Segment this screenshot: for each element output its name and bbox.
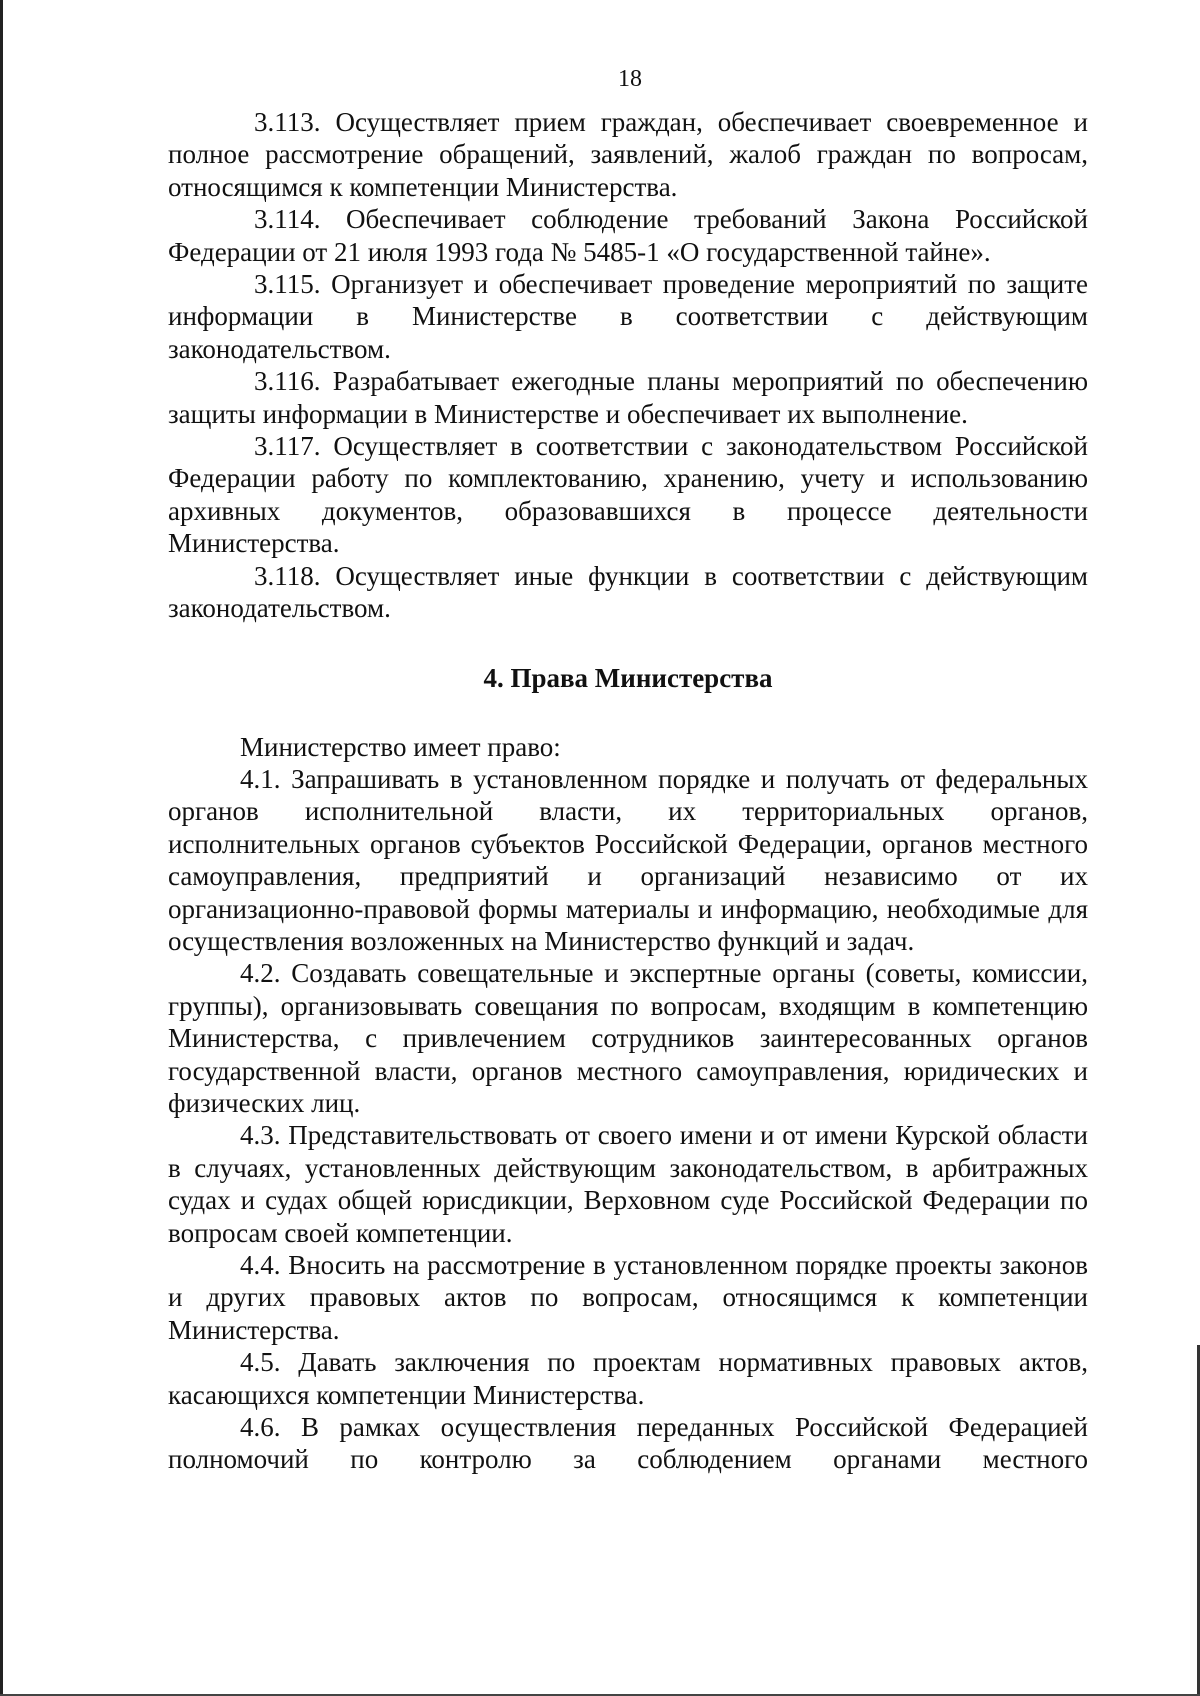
section-title: 4. Права Министерства: [483, 662, 773, 693]
paragraph-4-1: 4.1. Запрашивать в установленном порядке и получать от федеральных органов исполнительной власти, их территориальных органов, исполнительных органов субъектов Российской Федерации, органов местного самоуправления, предприятий и организаций независимо от их организационно-правовой формы материалы и информацию, необходимые для осуществления возложенных на Министерство функций и задач.: [168, 763, 1088, 956]
paragraph-3-115: 3.115. Организует и обеспечивает проведение мероприятий по защите информации в Министерстве в соответствии с действующим законодательством.: [168, 269, 1088, 364]
paragraph-4-3: 4.3. Представительствовать от своего имени и от имени Курской области в случаях, установленных действующим законодательством, в арбитражных судах и судах общей юрисдикции, Верховном суде Российской Федерации по вопросам своей компетенции.: [168, 1120, 1088, 1248]
paragraph-3-118: 3.118. Осуществляет иные функции в соответствии с действующим законодательством.: [168, 560, 1088, 624]
page-number: 18: [618, 66, 642, 92]
paragraph-4-6: 4.6. В рамках осуществления переданных Российской Федерацией полномочий по контролю за соблюдением органами местного: [168, 1412, 1088, 1475]
paragraph-4-4: 4.4. Вносить на рассмотрение в установленном порядке проекты законов и других правовых актов по вопросам, относящимся к компетенции Министерства.: [168, 1250, 1088, 1345]
paragraph-3-116: 3.116. Разрабатывает ежегодные планы мероприятий по обеспечению защиты информации в Министерстве и обеспечивает их выполнение.: [168, 366, 1088, 429]
paragraph-4-5: 4.5. Давать заключения по проектам нормативных правовых актов, касающихся компетенции Министерства.: [168, 1347, 1088, 1410]
section-intro: Министерство имеет право:: [240, 731, 561, 762]
paragraph-3-114: 3.114. Обеспечивает соблюдение требований Закона Российской Федерации от 21 июля 1993 года № 5485-1 «О государственной тайне».: [168, 204, 1088, 267]
paragraph-3-113: 3.113. Осуществляет прием граждан, обеспечивает своевременное и полное рассмотрение обращений, заявлений, жалоб граждан по вопросам, относящимся к компетенции Министерства.: [168, 107, 1088, 202]
document-body: [168, 106, 1088, 1476]
scan-left-edge: [0, 0, 3, 1696]
paragraph-3-117: 3.117. Осуществляет в соответствии с законодательством Российской Федерации работу по комплектованию, хранению, учету и использованию архивных документов, образовавшихся в процессе деятельности Министерства.: [168, 431, 1088, 559]
paragraph-4-2: 4.2. Создавать совещательные и экспертные органы (советы, комиссии, группы), организовывать совещания по вопросам, входящим в компетенцию Министерства, с привлечением сотрудников заинтересованных органов государственной власти, органов местного самоуправления, юридических и физических лиц.: [168, 958, 1088, 1118]
